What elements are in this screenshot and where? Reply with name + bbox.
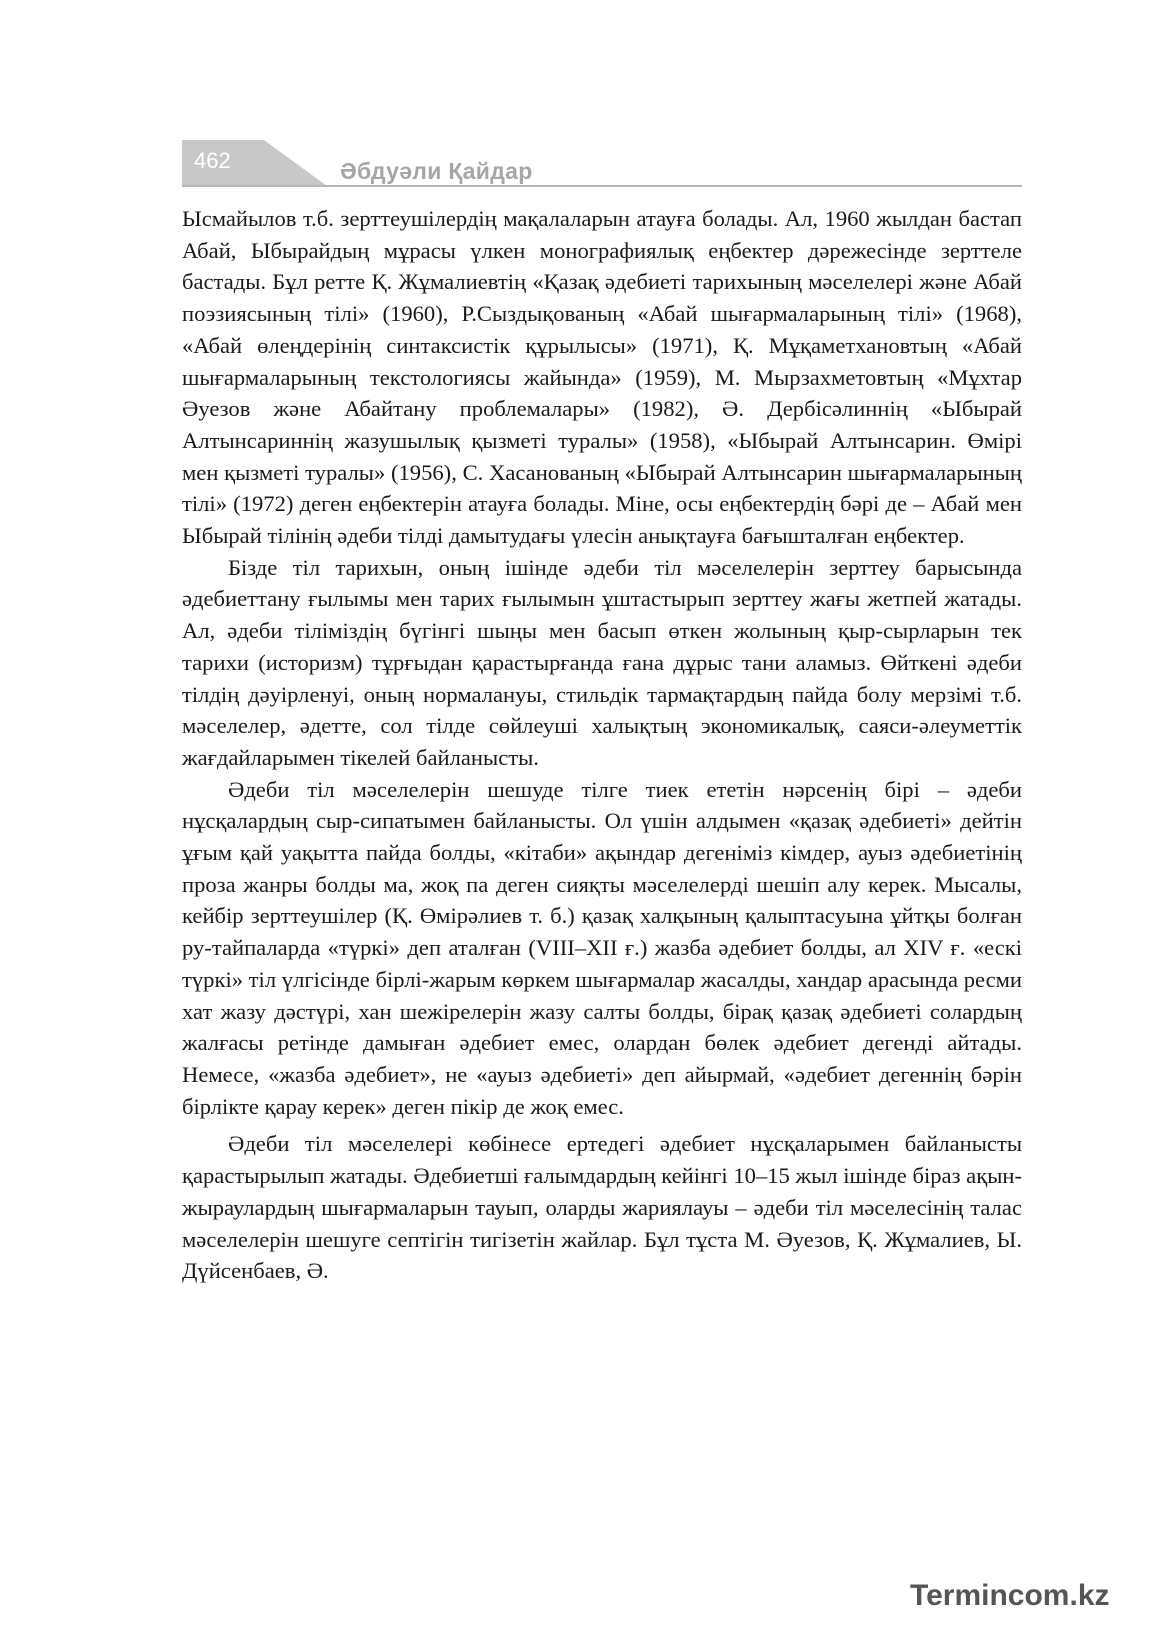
paragraph-1: Ысмайылов т.б. зерттеушілердің мақалаларын атауға болады. Ал, 1960 жылдан бастап Абай, Ыбырайдың мұрасы үлкен монографиялық еңбектер дәрежесінде зерттеле бастады. Бұл ретте Қ. Жұмалиевтің «Қазақ әдебиеті тарихының мәселелері және Абай поэзиясының тілі» (1960), Р.Сыздықованың «Абай шығармаларының тілі» (1968), «Абай өлеңдерінің синтаксистік құрылысы» (1971), Қ. Мұқаметхановтың «Абай шығармаларының текстологиясы жайында» (1959), М. Мырзахметовтың «Мұхтар Әуезов және Абайтану проблемалары» (1982), Ә. Дербісәлиннің «Ыбырай Алтынсариннің жазушылық қызметі туралы» (1958), «Ыбырай Алтынсарин. Өмірі мен қызметі туралы» (1956), С. Хасанованың «Ыбырай Алтынсарин шығармаларының тілі» (1972) деген еңбектерін атауға болады. Міне, осы еңбектердің бәрі де – Абай мен Ыбырай тілінің әдеби тілді дамытудағы үлесін анықтауға бағышталған еңбектер.: [182, 206, 1022, 549]
paragraph-3: Әдеби тіл мәселелерін шешуде тілге тиек ететін нәрсенің бірі – әдеби нұсқалардың сыр-сипатымен байланысты. Ол үшін алдымен «қазақ әдебиеті» дейтін ұғым қай уақытта пайда болды, «кітаби» ақындар дегеніміз кімдер, ауыз әдебиетінің проза жанры болды ма, жоқ па деген сияқты мәселелерді шешіп алу керек. Мысалы, кейбір зерттеушілер (Қ. Өмірәлиев т. б.) қазақ халқының қалыптасуына ұйтқы болған ру-тайпаларда «түркі» деп аталған (VIII–XII ғ.) жазба әдебиет болды, ал XIV ғ. «ескі түркі» тіл үлгісінде бірлі-жарым көркем шығармалар жасалды, хандар арасында ресми хат жазу дәстүрі, хан шежірелерін жазу салты болды, бірақ қазақ әдебиеті солардың жалғасы ретінде дамыған әдебиет емес, олардан бөлек әдебиет дегенді айтады. Немесе, «жазба әдебиет», не «ауыз әдебиеті» деп айырмай, «әдебиет дегеннің бәрін бірлікте қарау керек» деген пікір де жоқ емес.: [182, 776, 1022, 1119]
body-text: [182, 203, 1022, 1287]
page-header: [182, 140, 1022, 190]
paragraph-4: Әдеби тіл мәселелері көбінесе ертедегі әдебиет нұсқаларымен байланысты қарастырылып жатады. Әдебиетші ғалымдардың кейінгі 10–15 жыл ішінде біраз ақын-жыраулардың шығармаларын тауып, оларды жариялауы – әдеби тіл мәселесінің талас мәселелерін шешуге септігін тигізетін жайлар. Бұл тұста М. Әуезов, Қ. Жұмалиев, Ы. Дүйсенбаев, Ә.: [182, 1131, 1022, 1284]
paragraph-2: Бізде тіл тарихын, оның ішінде әдеби тіл мәселелерін зерттеу барысында әдебиеттану ғылымы мен тарих ғылымын ұштастырып зерттеу жағы жетпей жатады. Ал, әдеби тіліміздің бүгінгі шыңы мен басып өткен жолының қыр-сырларын тек тарихи (историзм) тұрғыдан қарастырғанда ғана дұрыс тани аламыз. Өйткені әдеби тілдің дәуірленуі, оның нормалануы, стильдік тармақтардың пайда болу мерзімі т.б. мәселелер, әдетте, сол тілде сөйлеуші халықтың экономикалық, саяси-әлеуметтік жағдайларымен тікелей байланысты.: [182, 554, 1022, 770]
site-watermark: [910, 1577, 1130, 1621]
running-head: Әбдуәли Қайдар: [340, 158, 533, 184]
watermark-text: Termincom.kz: [910, 1579, 1110, 1612]
page-number: 462: [194, 148, 231, 173]
header-rule: [182, 185, 1022, 187]
